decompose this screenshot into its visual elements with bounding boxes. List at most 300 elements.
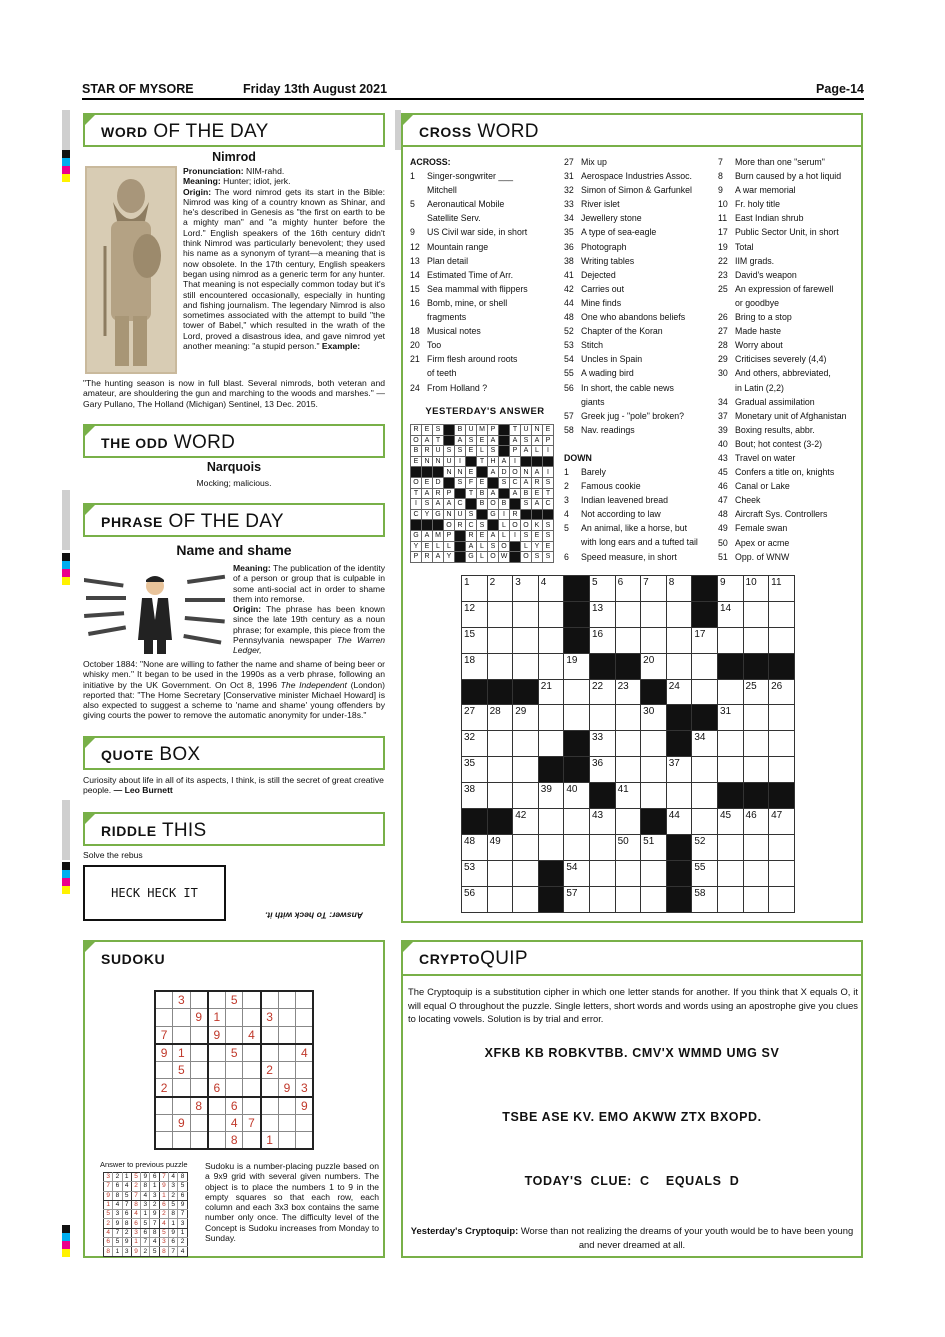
yesterday-crossword-grid: [410, 424, 554, 563]
crossword-cell[interactable]: 12: [462, 601, 488, 627]
crossword-cell[interactable]: 28: [487, 705, 513, 731]
yesterday-cell: [532, 456, 543, 467]
sudoku-cell: 9: [296, 1097, 314, 1115]
yesterday-cell: B: [499, 499, 510, 510]
clue-item: [718, 507, 861, 521]
crossword-cell[interactable]: 48: [462, 834, 488, 860]
crossword-cell[interactable]: [666, 627, 692, 653]
crossword-cell[interactable]: [743, 705, 769, 731]
crossword-cell[interactable]: 20: [641, 653, 667, 679]
crossword-cell[interactable]: [589, 705, 615, 731]
crossword-cell[interactable]: 5: [589, 576, 615, 602]
crossword-cell[interactable]: [692, 783, 718, 809]
cryptoquip-header: CRYPTOQUIP: [401, 940, 863, 976]
clue-number: 42: [564, 283, 574, 294]
crossword-cell[interactable]: [769, 731, 795, 757]
crossword-cell[interactable]: 55: [692, 860, 718, 886]
sudoku-cell[interactable]: [278, 1114, 296, 1132]
clue-number: 9: [410, 227, 415, 238]
crossword-cell[interactable]: 35: [462, 757, 488, 783]
crossword-cell[interactable]: [615, 705, 641, 731]
sudoku-cell[interactable]: [296, 1114, 314, 1132]
crossword-black-cell: [717, 783, 743, 809]
sudoku-cell[interactable]: [173, 1097, 191, 1115]
crossword-cell[interactable]: [487, 601, 513, 627]
yesterday-cell: I: [543, 446, 554, 457]
clue-text: Jewellery stone: [581, 213, 642, 224]
crossword-cell[interactable]: 53: [462, 860, 488, 886]
clue-number: 10: [718, 199, 728, 210]
crossword-cell[interactable]: [692, 653, 718, 679]
crossword-cell[interactable]: [487, 731, 513, 757]
sudoku-cell[interactable]: [278, 991, 296, 1009]
crossword-cell[interactable]: [487, 757, 513, 783]
sudoku-cell: 8: [190, 1097, 208, 1115]
odd-word-meaning: Mocking; malicious.: [196, 478, 272, 488]
crossword-cell[interactable]: 38: [462, 783, 488, 809]
clue-item: [718, 395, 861, 409]
clue-item: [564, 381, 716, 395]
crossword-cell[interactable]: [641, 860, 667, 886]
yesterday-cell: R: [532, 477, 543, 488]
yesterday-cell: [466, 456, 477, 467]
crossword-cell[interactable]: [717, 731, 743, 757]
crossword-cell[interactable]: [717, 627, 743, 653]
sudoku-cell[interactable]: [173, 1132, 191, 1150]
sudoku-cell[interactable]: [208, 1061, 226, 1079]
clue-number: 34: [564, 213, 574, 224]
crossword-cell[interactable]: [615, 809, 641, 835]
yesterday-cell: S: [499, 477, 510, 488]
clue-item: [564, 240, 716, 254]
clue-item: [718, 254, 861, 268]
previous-sudoku-cell: 3: [141, 1200, 150, 1209]
clue-number: [410, 211, 427, 225]
yesterday-cell: G: [488, 509, 499, 520]
crossword-black-cell: [564, 627, 590, 653]
crossword-cell[interactable]: [743, 834, 769, 860]
crossword-cell[interactable]: [615, 886, 641, 912]
grey-margin-bar: [62, 800, 70, 860]
sudoku-cell[interactable]: [296, 1132, 314, 1150]
crossword-cell[interactable]: [743, 757, 769, 783]
crossword-cell[interactable]: [513, 860, 539, 886]
yesterday-cell: O: [510, 467, 521, 478]
crossword-cell[interactable]: [692, 679, 718, 705]
clue-text: giants: [581, 396, 605, 407]
crossword-cell[interactable]: 37: [666, 757, 692, 783]
crossword-cell[interactable]: [538, 653, 564, 679]
yesterday-cell: B: [455, 425, 466, 436]
crossword-cell[interactable]: [513, 731, 539, 757]
crossword-cell[interactable]: [513, 783, 539, 809]
yesterday-cell: I: [543, 467, 554, 478]
sudoku-cell[interactable]: [278, 1009, 296, 1027]
crossword-cell[interactable]: [538, 809, 564, 835]
crossword-cell[interactable]: [769, 705, 795, 731]
sudoku-cell[interactable]: [208, 1044, 226, 1062]
crossword-cell[interactable]: 1: [462, 576, 488, 602]
sudoku-cell[interactable]: [243, 1097, 261, 1115]
crossword-cell[interactable]: [538, 834, 564, 860]
previous-sudoku-cell: 9: [131, 1247, 140, 1256]
crossword-cell[interactable]: 44: [666, 809, 692, 835]
crossword-cell[interactable]: 54: [564, 860, 590, 886]
yesterday-cell: T: [411, 488, 422, 499]
yesterday-cell: C: [411, 509, 422, 520]
sudoku-cell[interactable]: [261, 991, 279, 1009]
yesterday-cell: [433, 467, 444, 478]
clue-text: Carries out: [581, 283, 625, 294]
crossword-cell[interactable]: 46: [743, 809, 769, 835]
yesterday-cell: P: [444, 488, 455, 499]
sudoku-cell[interactable]: [208, 1114, 226, 1132]
crossword-cell[interactable]: [589, 886, 615, 912]
previous-sudoku-cell: 7: [122, 1200, 131, 1209]
crossword-cell[interactable]: [717, 860, 743, 886]
sudoku-cell[interactable]: [155, 1009, 173, 1027]
sudoku-cell: 5: [173, 1061, 191, 1079]
clue-number: 53: [564, 340, 574, 351]
crossword-cell[interactable]: 45: [717, 809, 743, 835]
crossword-cell[interactable]: 8: [666, 576, 692, 602]
crossword-cell[interactable]: [717, 834, 743, 860]
clue-item: [718, 338, 861, 352]
crossword-cell[interactable]: [564, 679, 590, 705]
crossword-cell[interactable]: [615, 860, 641, 886]
clue-item: [718, 465, 861, 479]
sudoku-cell[interactable]: [173, 1009, 191, 1027]
crossword-cell[interactable]: [717, 886, 743, 912]
yesterday-cell: U: [521, 425, 532, 436]
sudoku-cell[interactable]: [261, 1044, 279, 1062]
crossword-cell[interactable]: 32: [462, 731, 488, 757]
crossword-cell[interactable]: 43: [589, 809, 615, 835]
crossword-cell[interactable]: 39: [538, 783, 564, 809]
crossword-black-cell: [589, 653, 615, 679]
sudoku-cell[interactable]: [190, 1132, 208, 1150]
clue-item: [718, 225, 861, 239]
crossword-cell[interactable]: 3: [513, 576, 539, 602]
sudoku-cell[interactable]: [155, 1061, 173, 1079]
sudoku-cell[interactable]: [208, 991, 226, 1009]
crossword-cell[interactable]: [717, 679, 743, 705]
clue-item: [564, 282, 716, 296]
sudoku-cell[interactable]: [225, 1079, 243, 1097]
crossword-cell[interactable]: 42: [513, 809, 539, 835]
sudoku-cell[interactable]: [296, 1026, 314, 1044]
sudoku-cell[interactable]: [208, 1097, 226, 1115]
crossword-cell[interactable]: [564, 809, 590, 835]
yesterday-cell: L: [521, 541, 532, 552]
yesterday-cell: I: [510, 530, 521, 541]
yesterday-cell: A: [521, 446, 532, 457]
crossword-cell[interactable]: 51: [641, 834, 667, 860]
previous-sudoku-cell: 9: [122, 1238, 131, 1247]
crossword-cell[interactable]: 27: [462, 705, 488, 731]
crossword-cell[interactable]: [666, 601, 692, 627]
crossword-cell[interactable]: 23: [615, 679, 641, 705]
clue-item: [564, 296, 716, 310]
previous-sudoku-cell: 6: [159, 1200, 168, 1209]
crossword-cell[interactable]: [743, 860, 769, 886]
crossword-cell[interactable]: [564, 705, 590, 731]
sudoku-cell[interactable]: [278, 1132, 296, 1150]
sudoku-cell[interactable]: [155, 1132, 173, 1150]
crossword-cell[interactable]: 29: [513, 705, 539, 731]
crossword-cell[interactable]: 40: [564, 783, 590, 809]
crossword-cell[interactable]: [513, 757, 539, 783]
clue-item: [564, 225, 716, 239]
sudoku-cell[interactable]: [190, 991, 208, 1009]
crossword-cell[interactable]: 7: [641, 576, 667, 602]
sudoku-cell[interactable]: [155, 1097, 173, 1115]
crossword-cell[interactable]: [641, 731, 667, 757]
clue-item: [564, 310, 716, 324]
clue-number: 2: [564, 481, 569, 492]
crossword-cell[interactable]: [538, 705, 564, 731]
crossword-cell[interactable]: 25: [743, 679, 769, 705]
crossword-cell[interactable]: [564, 834, 590, 860]
clue-number: 48: [718, 509, 728, 520]
crossword-cell[interactable]: 50: [615, 834, 641, 860]
crossword-cell[interactable]: 16: [589, 627, 615, 653]
sudoku-cell[interactable]: [261, 1097, 279, 1115]
crossword-cell[interactable]: [513, 601, 539, 627]
sudoku-cell[interactable]: [243, 1009, 261, 1027]
crossword-cell[interactable]: [692, 757, 718, 783]
crossword-cell[interactable]: 6: [615, 576, 641, 602]
crossword-cell[interactable]: 4: [538, 576, 564, 602]
yesterday-cell: O: [488, 552, 499, 563]
yesterday-cell: A: [532, 435, 543, 446]
crossword-cell[interactable]: 13: [589, 601, 615, 627]
clue-text: Aeronautical Mobile: [427, 199, 505, 210]
yesterday-cell: E: [532, 488, 543, 499]
previous-sudoku-cell: 4: [150, 1238, 159, 1247]
sudoku-cell[interactable]: [173, 1026, 191, 1044]
previous-sudoku-cell: 8: [141, 1182, 150, 1191]
clue-item: [718, 352, 861, 366]
yesterday-cell: [499, 435, 510, 446]
crossword-cell[interactable]: [769, 601, 795, 627]
color-registration-mark: [62, 150, 70, 182]
crossword-cell[interactable]: 36: [589, 757, 615, 783]
sudoku-cell[interactable]: [296, 991, 314, 1009]
crossword-cell[interactable]: [538, 731, 564, 757]
previous-sudoku-cell: 5: [178, 1182, 187, 1191]
grey-margin-bar: [62, 110, 70, 150]
clue-number: 17: [718, 227, 728, 238]
crossword-cell[interactable]: 58: [692, 886, 718, 912]
sudoku-cell[interactable]: [261, 1114, 279, 1132]
crossword-cell[interactable]: [538, 601, 564, 627]
clue-item: [718, 437, 861, 451]
crossword-cell[interactable]: [769, 886, 795, 912]
crossword-cell[interactable]: [615, 731, 641, 757]
crossword-cell[interactable]: [743, 731, 769, 757]
crossword-cell[interactable]: 14: [717, 601, 743, 627]
crossword-cell[interactable]: [692, 809, 718, 835]
crossword-cell[interactable]: [487, 860, 513, 886]
crossword-cell[interactable]: [589, 860, 615, 886]
crossword-cell[interactable]: 9: [717, 576, 743, 602]
sudoku-cell[interactable]: [278, 1044, 296, 1062]
clue-number: 46: [718, 481, 728, 492]
sudoku-cell[interactable]: [278, 1061, 296, 1079]
crossword-cell[interactable]: [666, 783, 692, 809]
crossword-cell[interactable]: [743, 886, 769, 912]
yesterday-cell: A: [455, 435, 466, 446]
sudoku-cell[interactable]: [225, 1009, 243, 1027]
crossword-cell[interactable]: [487, 886, 513, 912]
clue-item: [564, 169, 716, 183]
crossword-cell[interactable]: 56: [462, 886, 488, 912]
yesterday-cell: C: [543, 499, 554, 510]
previous-sudoku-cell: 8: [150, 1228, 159, 1237]
sudoku-cell[interactable]: [278, 1026, 296, 1044]
clue-text: A war memorial: [735, 185, 796, 196]
quote-header: QUOTE BOX: [83, 736, 385, 770]
sudoku-cell[interactable]: [190, 1026, 208, 1044]
sudoku-cell[interactable]: [225, 1026, 243, 1044]
yesterday-cell: E: [543, 541, 554, 552]
sudoku-cell[interactable]: [243, 1132, 261, 1150]
sudoku-cell[interactable]: [243, 1044, 261, 1062]
crossword-cell[interactable]: 10: [743, 576, 769, 602]
crossword-cell[interactable]: [666, 653, 692, 679]
crossword-cell[interactable]: [513, 834, 539, 860]
clue-text: Made haste: [735, 326, 781, 337]
sudoku-cell[interactable]: [155, 991, 173, 1009]
crossword-cell[interactable]: [513, 627, 539, 653]
crossword-cell[interactable]: [615, 757, 641, 783]
crossword-cell[interactable]: [641, 783, 667, 809]
sudoku-cell[interactable]: [243, 1061, 261, 1079]
crossword-cell[interactable]: [487, 653, 513, 679]
crossword-cell[interactable]: 34: [692, 731, 718, 757]
crossword-cell[interactable]: [538, 627, 564, 653]
crossword-cell[interactable]: [487, 783, 513, 809]
clue-item: [564, 507, 716, 521]
crossword-cell[interactable]: [513, 653, 539, 679]
sudoku-cell[interactable]: [296, 1009, 314, 1027]
clue-number: 24: [410, 382, 420, 393]
yesterday-cell: O: [411, 477, 422, 488]
crossword-cell[interactable]: [487, 627, 513, 653]
crossword-cell[interactable]: [641, 886, 667, 912]
clue-item: [410, 324, 560, 338]
crossword-cell[interactable]: 33: [589, 731, 615, 757]
word-of-day-example: "The hunting season is now in full blast. Several nimrods, both veteran and amateur, are shouldering the gun and marching to the woods and marshes." — Gary Pullano, The Holland (Michigan) Sentinel, 13 Dec. 2015.: [83, 378, 385, 409]
yesterday-cell: L: [477, 552, 488, 563]
crossword-cell[interactable]: [641, 601, 667, 627]
crossword-cell[interactable]: [615, 601, 641, 627]
clue-text: Not according to law: [581, 509, 661, 520]
clue-number: 58: [564, 424, 574, 435]
sudoku-cell[interactable]: [243, 991, 261, 1009]
sudoku-cell[interactable]: [261, 1079, 279, 1097]
crossword-cell[interactable]: 49: [487, 834, 513, 860]
crossword-cell[interactable]: [743, 601, 769, 627]
crossword-cell[interactable]: 15: [462, 627, 488, 653]
sudoku-cell[interactable]: [190, 1044, 208, 1062]
clue-item: [718, 169, 861, 183]
crossword-cell[interactable]: 18: [462, 653, 488, 679]
crossword-cell[interactable]: [743, 627, 769, 653]
crossword-cell[interactable]: 52: [692, 834, 718, 860]
crossword-cell[interactable]: 22: [589, 679, 615, 705]
sudoku-cell[interactable]: [155, 1114, 173, 1132]
sudoku-cell[interactable]: [173, 1079, 191, 1097]
sudoku-cell[interactable]: [278, 1097, 296, 1115]
crossword-cell[interactable]: 19: [564, 653, 590, 679]
yesterday-cell: [510, 499, 521, 510]
crossword-cell[interactable]: 11: [769, 576, 795, 602]
crossword-cell[interactable]: 30: [641, 705, 667, 731]
crossword-cell[interactable]: 24: [666, 679, 692, 705]
clue-item: [564, 254, 716, 268]
crossword-cell[interactable]: [589, 834, 615, 860]
crossword-cell[interactable]: [717, 757, 743, 783]
sudoku-cell[interactable]: [208, 1132, 226, 1150]
sudoku-cell[interactable]: [296, 1061, 314, 1079]
yesterday-cell: S: [433, 425, 444, 436]
crossword-cell[interactable]: 17: [692, 627, 718, 653]
yesterday-cell: [499, 446, 510, 457]
previous-sudoku-cell: 5: [141, 1219, 150, 1228]
previous-sudoku-cell: 3: [104, 1173, 113, 1182]
sudoku-cell: 8: [225, 1132, 243, 1150]
yesterday-cell: S: [543, 530, 554, 541]
sudoku-cell[interactable]: [243, 1079, 261, 1097]
sudoku-cell: 5: [225, 991, 243, 1009]
across-clues-col2: 27 Mix up 31 Aerospace Industries Assoc. 32 Simon of Simon & Garfunkel 33 River islet 34 Jewellery stone 35 A type of sea-eagle 36 Photograph 38 Writing tables 41 Dejected 42 Carries out 44 Mine finds 48 One who abandons beliefs 52 Chapter of the Koran 53 Stitch 54 Uncles in Spain 55 A wading bird 56 In short, the cable news giants 57 Greek jug - "pole" broken? 58 Nav. readings DOWN 1 Barely 2 Famous cookie 3 Indian leavened bread 4 Not according to law 5 An animal, like a horse, but with long ears and a tufted tail 6 Speed measure, in short: [564, 155, 716, 564]
sudoku-cell[interactable]: [190, 1061, 208, 1079]
yesterday-cell: E: [543, 425, 554, 436]
crossword-cell[interactable]: [769, 860, 795, 886]
sudoku-cell[interactable]: [225, 1061, 243, 1079]
crossword-cell[interactable]: [769, 834, 795, 860]
crossword-cell[interactable]: 31: [717, 705, 743, 731]
crossword-black-cell: [462, 679, 488, 705]
crossword-cell[interactable]: 21: [538, 679, 564, 705]
crossword-cell[interactable]: [769, 757, 795, 783]
crossword-cell[interactable]: 2: [487, 576, 513, 602]
crossword-cell[interactable]: 57: [564, 886, 590, 912]
crossword-cell[interactable]: [615, 627, 641, 653]
page-number: Page-14: [816, 82, 864, 96]
crossword-cell[interactable]: [641, 757, 667, 783]
sudoku-cell[interactable]: [190, 1114, 208, 1132]
crossword-cell[interactable]: [769, 627, 795, 653]
cryptoquip-intro: The Cryptoquip is a substitution cipher in which one letter stands for another. If you think that X equals O, it will equal O throughout the puzzle. Single letters, short words and words using an apostrophe give you clues to locating vowels. Solution is by trial and error.: [408, 986, 858, 1024]
yesterday-cell: [444, 435, 455, 446]
clue-text: Mountain range: [427, 241, 489, 252]
clue-item: [410, 225, 560, 239]
crossword-cell[interactable]: [513, 886, 539, 912]
crossword-cell[interactable]: [641, 627, 667, 653]
clue-number: 56: [564, 382, 574, 393]
odd-word-header: THE ODD WORD: [83, 424, 385, 458]
crossword-cell[interactable]: 26: [769, 679, 795, 705]
crossword-cell[interactable]: 47: [769, 809, 795, 835]
crossword-cell[interactable]: 41: [615, 783, 641, 809]
sudoku-cell[interactable]: [190, 1079, 208, 1097]
sudoku-cell: 1: [261, 1132, 279, 1150]
sudoku-cell[interactable]: [261, 1026, 279, 1044]
clue-number: 16: [410, 297, 420, 308]
